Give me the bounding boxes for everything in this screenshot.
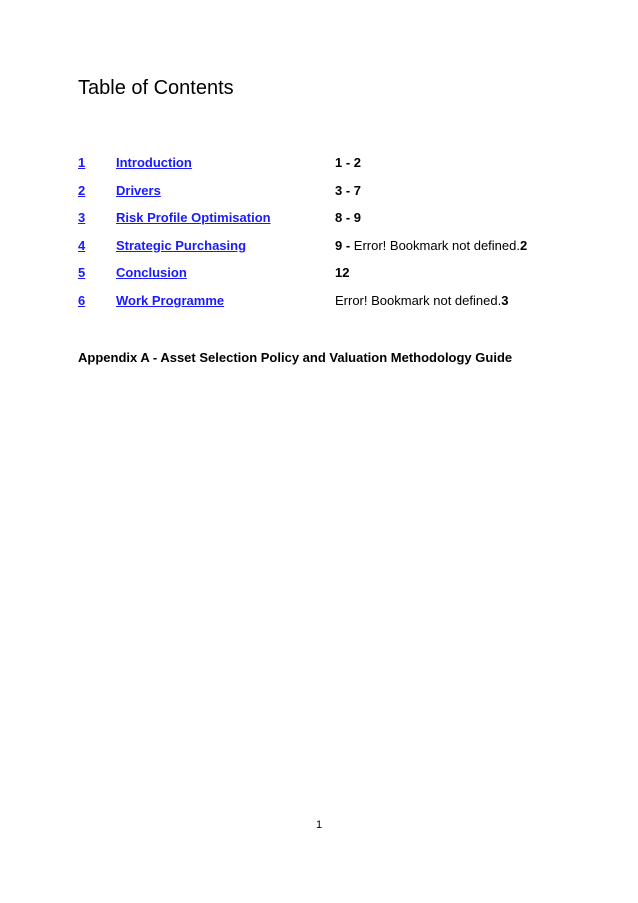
toc-number-link[interactable]: 2 xyxy=(78,182,86,198)
page-range-bold: 1 - 2 xyxy=(335,155,362,170)
page-number: 1 xyxy=(315,819,323,831)
toc-title-link[interactable]: Drivers xyxy=(116,182,161,198)
toc-entry-work-programme xyxy=(78,293,578,321)
page-range-bold: 8 - 9 xyxy=(335,210,362,226)
toc-page-range xyxy=(335,155,361,171)
toc-number-link[interactable]: 6 xyxy=(78,292,86,308)
toc-entry-conclusion xyxy=(78,265,578,293)
page-range-bold: 9 - xyxy=(335,237,354,253)
toc-entry-introduction xyxy=(78,155,578,183)
toc-title-link[interactable]: Strategic Purchasing xyxy=(116,237,247,253)
page-range-bold: 3 - 7 xyxy=(335,182,362,198)
toc-page-range xyxy=(335,238,527,254)
toc-entry-drivers xyxy=(78,183,578,211)
toc-title-link[interactable]: Conclusion xyxy=(116,265,187,281)
appendix-heading: Appendix A - Asset Selection Policy and Valuation Methodology Guide xyxy=(78,350,513,365)
toc-title-link[interactable]: Introduction xyxy=(116,155,192,170)
bookmark-error-text: Error! Bookmark not defined. xyxy=(353,237,520,253)
toc-number-link[interactable]: 4 xyxy=(78,237,86,253)
toc-page-range xyxy=(335,183,361,199)
toc-entry-risk-profile-optimisation xyxy=(78,210,578,238)
toc-page-range xyxy=(335,265,349,281)
toc-page-range xyxy=(335,293,508,309)
page-title: Table of Contents xyxy=(78,77,234,99)
toc-entry-strategic-purchasing xyxy=(78,238,578,266)
toc-number-link[interactable]: 5 xyxy=(78,265,86,281)
toc-number-link[interactable]: 1 xyxy=(78,155,86,170)
toc-title-link[interactable]: Risk Profile Optimisation xyxy=(116,210,271,226)
bookmark-error-text: Error! Bookmark not defined. xyxy=(335,292,502,308)
page-range-bold: 12 xyxy=(335,265,350,281)
toc-number-link[interactable]: 3 xyxy=(78,210,86,226)
page-range-bold-end: 3 xyxy=(501,292,509,308)
toc-page-range xyxy=(335,210,361,226)
page-range-bold-end: 2 xyxy=(520,237,528,253)
toc-title-link[interactable]: Work Programme xyxy=(116,292,225,308)
table-of-contents xyxy=(78,155,578,321)
